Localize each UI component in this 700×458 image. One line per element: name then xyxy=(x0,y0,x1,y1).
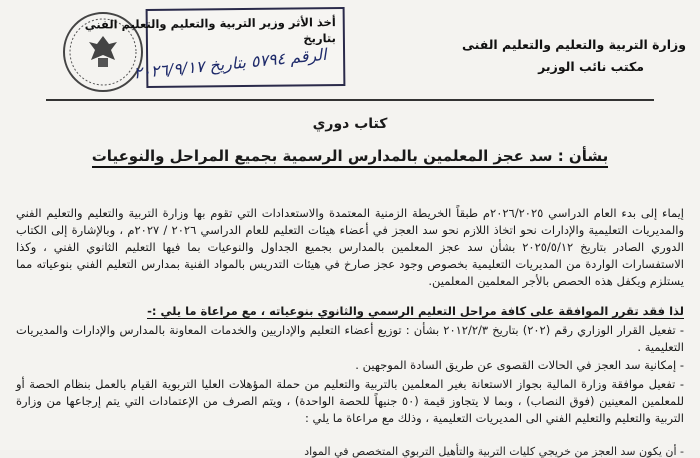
decision-lead xyxy=(0,304,684,318)
stamp-registration: الرقم ٥٧٩٤ بتاريخ ٢٠٢٦/٩/١٧ xyxy=(133,44,328,83)
registry-stamp xyxy=(84,7,346,88)
subject-text: بشأن : سد عجز المعلمين بالمدارس الرسمية بجميع المراحل والنوعيات xyxy=(92,147,609,168)
cut-off-line: - أن يكون سد العجز من خريجي كليات التربية والتأهيل التربوي المتخصص في المواد xyxy=(304,445,684,458)
stamp-line1: أخذ الأثر وزير التربية والتعليم والتعليم الفني xyxy=(84,15,336,32)
header-divider xyxy=(46,99,654,101)
letterhead xyxy=(462,34,686,78)
stamp-line2: بتاريخ xyxy=(303,31,336,46)
document-subject xyxy=(0,147,700,165)
office-name: مكتب نائب الوزير xyxy=(538,59,644,74)
ministry-name: وزارة التربية والتعليم والتعليم الفنى xyxy=(461,37,686,52)
list-item: - تفعيل موافقة وزارة المالية بجواز الاستعانة بغير المعلمين بالتربية والتعليم من حملة المؤهلات العليا التربوية القيام بالعمل بنظام الحصة أو للمعلمين المعينين (فوق النصاب) ، وبما لا يتجاوز قيمة (٥٠ جنيهاً للحصة الواحدة) ، ويتم الصرف من الإعتمادات التي يتم إرجاعها من وزارة التربية والتعليم والتعليم الفني الى المديريات التعليمية ، وذلك مع مراعاة ما يلي : xyxy=(16,377,685,425)
list-item: - تفعيل القرار الوزاري رقم (٢٠٢) بتاريخ ٢٠١٢/٢/٣ بشأن : توزيع أعضاء التعليم والإداريين والخدمات المعاونة بالمدارس والإدارات والمديريات التعليمية . xyxy=(16,323,684,354)
list-item: - إمكانية سد العجز في الحالات القصوى عن طريق السادة الموجهين . xyxy=(355,358,684,372)
intro-paragraph: إيماء إلى بدء العام الدراسي ٢٠٢٦/٢٠٢٥م طبقاً الخريطة الزمنية المعتمدة والاستعدادات التي تقوم بها وزارة التربية والتعليم والتعليم الفني والمديريات التعليمية والإدارات نحو اتخاذ اللازم نحو سد العجز في أعضاء هيئات التعليم للعام الدراسي ٢٠٢٦ / ٢٠٢٧م ، وبالإشارة إلى الكتاب الدوري الصادر بتاريخ ٢٠٢٥/٥/١٢ بشأن سد عجز المعلمين بالمدارس بجميع الجداول والنوعيات بما فيها التعليم الثانوي الفني ، وكذا الاستفسارات الواردة من المديريات التعليمية بخصوص وجود عجز صارخ في هيئات التدريس بالمواد الفنية بمدارس التعليم الفني بنوعياته مما يستلزم ويكفل هذه الحصص بالأجر المعلمين المعلمين. xyxy=(16,206,685,288)
document-type: كتاب دوري xyxy=(312,116,388,132)
decision-lead-text: لذا فقد تقرر الموافقة على كافة مراحل التعليم الرسمي والثانوي بنوعياته ، مع مراعاة ما يلي :- xyxy=(147,304,684,318)
